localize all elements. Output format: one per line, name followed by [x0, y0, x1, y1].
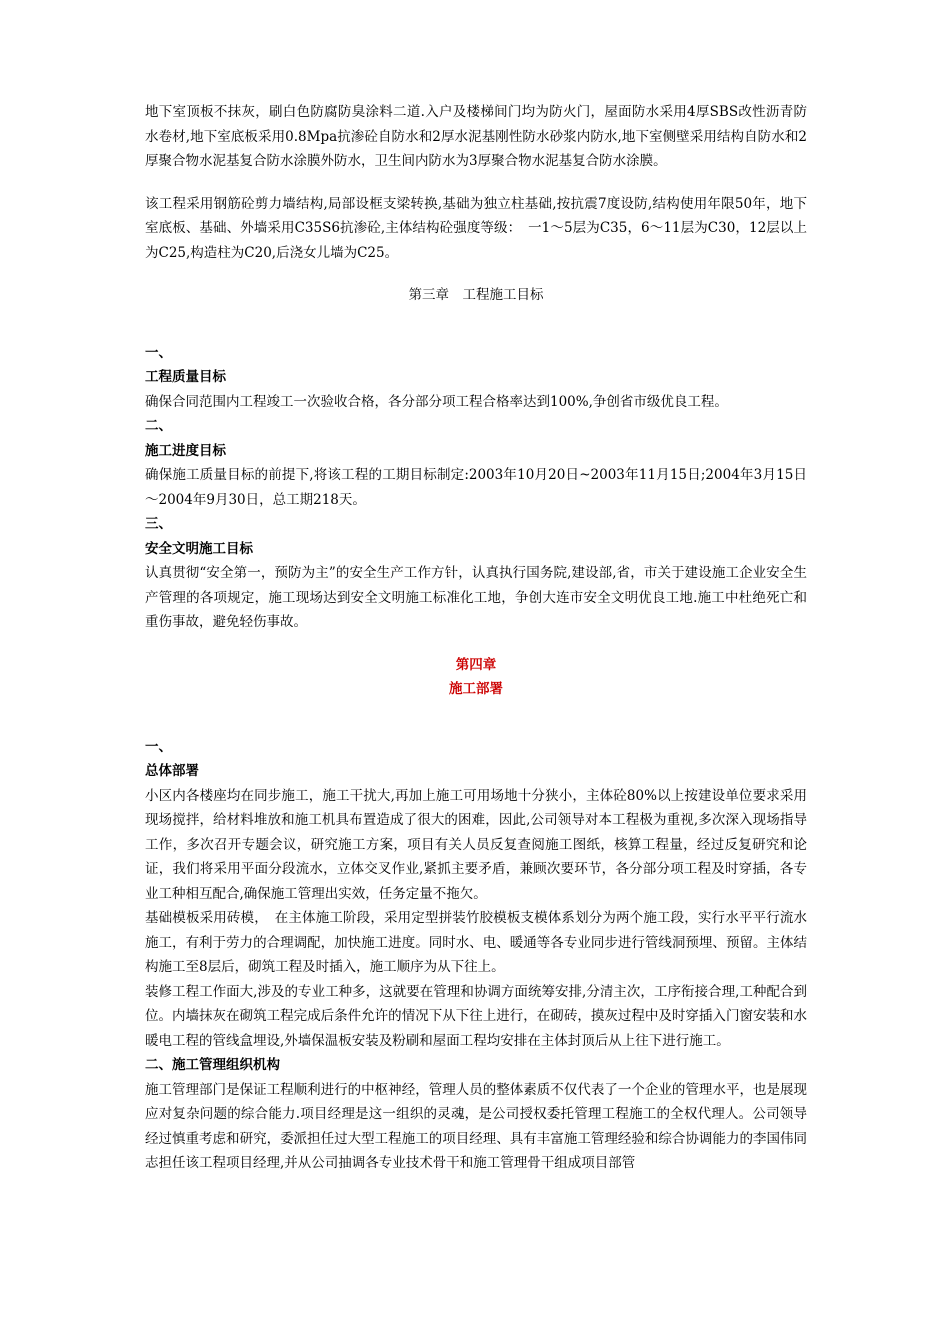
paragraph-structure: 该工程采用钢筋砼剪力墙结构,局部设框支梁转换,基础为独立柱基础,按抗震7度设防,结构使用年限50年，地下室底板、基础、外墙采用C35S6抗渗砼,主体结构砼强度等级： 一1～5层为C35，6～11层为C30，12层以上为C25,构造柱为C20,后浇女儿墙为C25。: [145, 195, 807, 261]
section-text-quality: 确保合同范围内工程竣工一次验收合格，各分部分项工程合格率达到100%,争创省市级优良工程。: [145, 393, 728, 410]
paragraph-decoration: 装修工程工作面大,涉及的专业工种多，这就要在管理和协调方面统筹安排,分清主次，工序衔接合理,工种配合到位。内墙抹灰在砌筑工程完成后条件允许的情况下从下往上进行，在砌砖，摸灰过程中及时穿插入门窗安装和水暖电工程的管线盒埋设,外墙保温板安装及粉刷和屋面工程均安排在主体封顶后从上往下进行施工。: [145, 983, 807, 1049]
paragraph-organization: 施工管理部门是保证工程顺利进行的中枢神经，管理人员的整体素质不仅代表了一个企业的管理水平，也是展现应对复杂问题的综合能力.项目经理是这一组织的灵魂，是公司授权委托管理工程施工的全权代理人。公司领导经过慎重考虑和研究，委派担任过大型工程施工的项目经理、具有丰富施工管理经验和综合协调能力的李国伟同志担任该工程项目经理,并从公司抽调各专业技术骨干和施工管理骨干组成项目部管: [145, 1081, 807, 1171]
document-page: [145, 100, 807, 1176]
paragraph-overall: 小区内各楼座均在同步施工，施工干扰大,再加上施工可用场地十分狭小，主体砼80%以上按建设单位要求采用现场搅拌，给材料堆放和施工机具布置造成了很大的困难，因此,公司领导对本工程极为重视,多次深入现场指导工作，多次召开专题会议，研究施工方案，项目有关人员反复查阅施工图纸，核算工程量，经过反复研究和论证，我们将采用平面分段流水，立体交叉作业,紧抓主要矛盾，兼顾次要环节，各分部分项工程及时穿插，各专业工种相互配合,确保施工管理出实效，任务定量不拖欠。: [145, 787, 807, 902]
chapter-4-heading: 第四章: [455, 656, 497, 673]
section-title-overall: 总体部署: [145, 763, 199, 779]
paragraph-formwork: 基础模板采用砖模， 在主体施工阶段，采用定型拼装竹胶模板支模体系划分为两个施工段，实行水平平行流水施工，有利于劳力的合理调配，加快施工进度。同时水、电、暖通等各专业同步进行管线洞预埋、预留。主体结构施工至8层后，砌筑工程及时插入，施工顺序为从下往上。: [145, 910, 807, 975]
section-number: 一、: [145, 738, 172, 755]
section-number: 一、: [145, 344, 172, 361]
section-number: 二、: [145, 418, 172, 434]
chapter-4-title: 施工部署: [449, 681, 503, 697]
section-title-organization: 二、施工管理组织机构: [145, 1057, 280, 1073]
section-number: 三、: [145, 516, 172, 532]
section-text-safety: 认真贯彻“安全第一，预防为主”的安全生产工作方针，认真执行国务院,建设部,省，市关于建设施工企业安全生产管理的各项规定，施工现场达到安全文明施工标准化工地，争创大连市安全文明优良工地.施工中杜绝死亡和重伤事故，避免轻伤事故。: [145, 565, 807, 630]
section-title-safety: 安全文明施工目标: [145, 540, 253, 557]
section-title-quality: 工程质量目标: [145, 369, 226, 385]
paragraph-waterproofing: 地下室顶板不抹灰，刷白色防腐防臭涂料二道.入户及楼梯间门均为防火门，屋面防水采用4厚SBS改性沥青防水卷材,地下室底板采用0.8Mpa抗渗砼自防水和2厚水泥基刚性防水砂浆内防水,地下室侧壁采用结构自防水和2厚聚合物水泥基复合防水涂膜外防水，卫生间内防水为3厚聚合物水泥基复合防水涂膜。: [145, 104, 807, 169]
section-text-schedule: 确保施工质量目标的前提下,将该工程的工期目标制定:2003年10月20日~2003年11月15日;2004年3月15日～2004年9月30日，总工期218天。: [145, 467, 807, 508]
chapter-3-heading: 第三章 工程施工目标: [408, 287, 544, 303]
section-title-schedule: 施工进度目标: [145, 442, 226, 459]
